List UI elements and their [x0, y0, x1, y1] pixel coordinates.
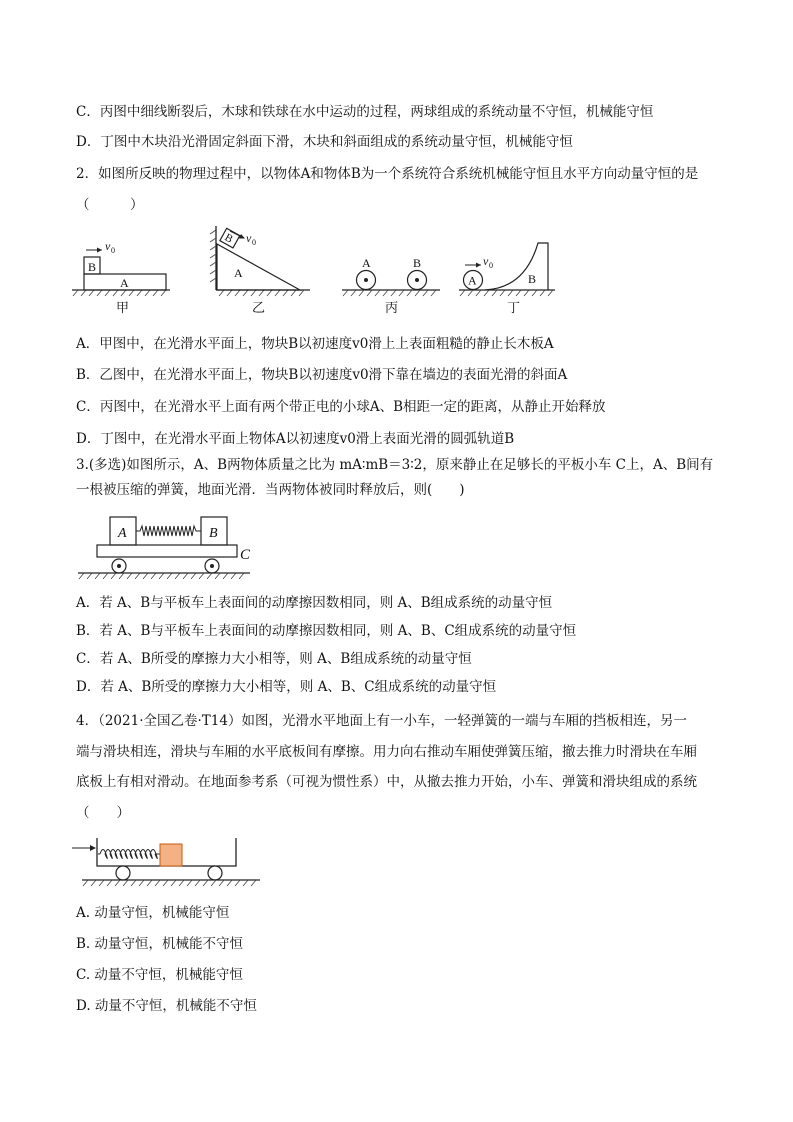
yi-v-sub: 0 — [252, 238, 256, 247]
ding-label-b: B — [528, 272, 537, 286]
q2-figure — [60, 220, 460, 320]
figure-ding — [459, 243, 555, 315]
cart-board — [97, 545, 237, 557]
q4-stem-line3: 底板上有相对滑动。在地面参考系（可视为惯性系）中，从撤去推力开始，小车、弹簧和滑块组成的系统 — [76, 774, 697, 790]
q1-option-c: C．丙图中细线断裂后，木球和铁球在水中运动的过程，两球组成的系统动量不守恒，机械能守恒 — [76, 104, 654, 120]
caption-yi: 乙 — [252, 300, 266, 315]
q3-option-b: B．若 A、B与平板车上表面间的动摩擦因数相同，则 A、B、C组成系统的动量守恒 — [76, 623, 577, 639]
compressed-spring — [136, 526, 201, 536]
q2-option-c: C．丙图中，在光滑水平上面有两个带正电的小球A、B相距一定的距离，从静止开始释放 — [76, 399, 606, 415]
caption-bing: 丙 — [385, 300, 399, 315]
q2-option-b: B．乙图中，在光滑水平面上，物块B以初速度v0滑下靠在墙边的表面光滑的斜面A — [76, 367, 568, 383]
caption-ding: 丁 — [507, 300, 521, 315]
q3-label-b: B — [209, 526, 218, 541]
q3-option-c: C．若 A、B所受的摩擦力大小相等，则 A、B组成系统的动量守恒 — [76, 651, 472, 667]
ding-label-a: A — [468, 273, 477, 288]
slider-block — [160, 844, 182, 866]
ding-v-sub: 0 — [489, 261, 493, 270]
figure-bing — [342, 256, 440, 315]
figure-jia — [72, 239, 170, 315]
q2-stem: 2．如图所反映的物理过程中，以物体A和物体B为一个系统符合系统机械能守恒且水平方向动量守恒的是 — [76, 166, 699, 182]
caption-jia: 甲 — [116, 300, 130, 315]
q3-label-a: A — [118, 526, 127, 541]
jia-v-sub: 0 — [111, 246, 115, 255]
figure-yi — [210, 226, 310, 315]
yi-v: v — [246, 231, 252, 245]
q3-stem-line2: 一根被压缩的弹簧，地面光滑．当两物体被同时释放后，则( ) — [76, 482, 465, 498]
q4-stem-line1: 4．（2021·全国乙卷·T14）如图，光滑水平地面上有一小车，一轻弹簧的一端与车厢的挡板相连，另一 — [76, 713, 687, 729]
q3-stem-line1: 3.(多选)如图所示，A、B两物体质量之比为 mA∶mB＝3∶2，原来静止在足够长的平板小车 C上，A、B间有 — [76, 457, 714, 473]
bing-label-a: A — [362, 256, 371, 270]
q4-stem-line2: 端与滑块相连，滑块与车厢的水平底板间有摩擦。用力向右推动车厢使弹簧压缩，撤去推力时滑块在车厢 — [76, 744, 697, 760]
yi-label-b: B — [222, 231, 235, 246]
bing-label-b: B — [413, 256, 422, 270]
wheel-left — [116, 866, 130, 880]
q1-option-d: D．丁图中木块沿光滑固定斜面下滑，木块和斜面组成的系统动量守恒，机械能守恒 — [76, 134, 573, 150]
spring — [98, 850, 160, 859]
q2-answer-blank: （ ） — [76, 197, 144, 213]
ding-v: v — [483, 254, 489, 268]
q4-option-a: A. 动量守恒，机械能守恒 — [76, 905, 230, 921]
q4-option-c: C. 动量不守恒，机械能守恒 — [76, 967, 243, 983]
q4-option-d: D. 动量不守恒，机械能不守恒 — [76, 998, 257, 1014]
q4-figure — [70, 828, 270, 890]
q3-label-c: C — [240, 547, 251, 563]
wheel-right — [208, 866, 222, 880]
jia-label-b: B — [88, 260, 97, 274]
q2-option-d: D．丁图中，在光滑水平面上物体A以初速度v0滑上表面光滑的圆弧轨道B — [76, 431, 515, 447]
jia-v: v — [105, 239, 111, 253]
q2-option-a: A．甲图中，在光滑水平面上，物块B以初速度v0滑上上表面粗糙的静止长木板A — [76, 336, 554, 352]
q2-figure-ding — [455, 220, 565, 320]
yi-label-a: A — [234, 266, 243, 280]
q3-option-d: D．若 A、B所受的摩擦力大小相等，则 A、B、C组成系统的动量守恒 — [76, 679, 497, 695]
jia-label-a: A — [120, 276, 129, 290]
q4-option-b: B. 动量守恒，机械能不守恒 — [76, 936, 244, 952]
q3-option-a: A．若 A、B与平板车上表面间的动摩擦因数相同，则 A、B组成系统的动量守恒 — [76, 595, 553, 611]
q4-answer-blank: （ ） — [76, 805, 130, 821]
q3-figure — [70, 505, 270, 585]
